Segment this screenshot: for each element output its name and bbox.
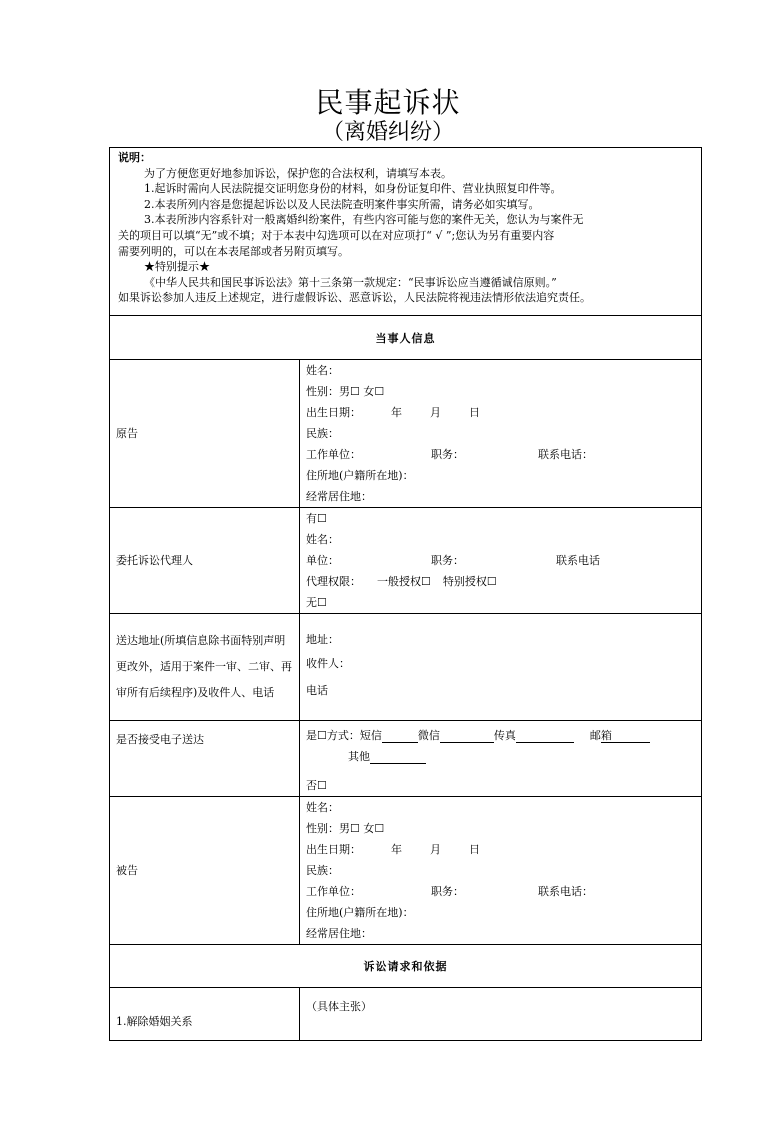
- service-fields[interactable]: [300, 614, 702, 721]
- month-label: 月: [430, 843, 441, 856]
- service-phone-field[interactable]: 电话: [306, 684, 328, 697]
- instructions-label: 说明：: [118, 151, 151, 164]
- electronic-label: 是否接受电子送达: [110, 721, 300, 797]
- instruction-line: 为了方便您更好地参加诉讼，保护您的合法权利，请填写本表。: [144, 166, 452, 180]
- work-unit-label: 工作单位：: [306, 885, 361, 898]
- instructions-cell: [110, 148, 702, 316]
- year-label: 年: [391, 406, 402, 419]
- electronic-row: [110, 721, 702, 797]
- plaintiff-ethnicity-field[interactable]: 民族：: [306, 427, 339, 440]
- claim1-label: 1.解除婚姻关系: [110, 988, 300, 1041]
- electronic-other-line[interactable]: [306, 746, 695, 767]
- claim1-hint[interactable]: （具体主张）: [300, 988, 702, 1041]
- parties-section-row: [110, 316, 702, 360]
- instruction-line: 1.起诉时需向人民法院提交证明您身份的材料，如身份证复印件、营业执照复印件等。: [144, 182, 562, 196]
- defendant-domicile-field[interactable]: 住所地(户籍所在地)：: [306, 906, 414, 919]
- fax-label: 传真: [493, 729, 516, 742]
- electronic-yes-checkbox[interactable]: 是☐方式：短信: [306, 729, 382, 742]
- other-blank[interactable]: [370, 751, 426, 764]
- document-title: 民事起诉状: [315, 86, 461, 119]
- agent-fields[interactable]: [300, 508, 702, 614]
- day-label: 日: [469, 406, 480, 419]
- agent-unit-field[interactable]: [306, 550, 695, 571]
- special-notice-label: ★特别提示★: [144, 260, 210, 274]
- parties-section-header: 当事人信息: [110, 316, 702, 360]
- agent-has-option[interactable]: 有☐: [306, 512, 327, 525]
- claims-section-row: [110, 945, 702, 988]
- work-unit-label: 工作单位：: [306, 448, 361, 461]
- wechat-label: 微信: [417, 729, 440, 742]
- defendant-residence-field[interactable]: 经常居住地：: [306, 927, 372, 940]
- service-address-field[interactable]: 地址：: [306, 633, 339, 646]
- agent-name-field[interactable]: 姓名：: [306, 533, 339, 546]
- authority-label: 代理权限：: [306, 575, 361, 588]
- birth-label: 出生日期：: [306, 406, 361, 419]
- phone-label: 联系电话：: [538, 885, 593, 898]
- agent-authority-field[interactable]: [306, 571, 695, 592]
- unit-label: 单位：: [306, 554, 339, 567]
- position-label: 职务：: [431, 554, 464, 567]
- defendant-fields[interactable]: [300, 797, 702, 945]
- defendant-label: 被告: [110, 797, 300, 945]
- fax-blank[interactable]: [516, 730, 574, 743]
- electronic-yes-line[interactable]: [306, 725, 695, 746]
- email-label-suffix: 箱: [600, 729, 612, 742]
- claim1-row: [110, 988, 702, 1041]
- wechat-blank[interactable]: [440, 730, 494, 743]
- plaintiff-label: 原告: [110, 360, 300, 508]
- special-authority-checkbox[interactable]: 特别授权☐: [442, 575, 497, 588]
- agent-label: 委托诉讼代理人: [110, 508, 300, 614]
- phone-label: 联系电话: [556, 554, 600, 567]
- instruction-line: 3.本表所涉内容系针对一般离婚纠纷案件，有些内容可能与您的案件无关，您认为与案件无: [144, 213, 584, 227]
- service-recipient-field[interactable]: 收件人：: [306, 657, 350, 670]
- document-subtitle: （离婚纠纷）: [321, 120, 454, 145]
- plaintiff-residence-field[interactable]: 经常居住地：: [306, 490, 372, 503]
- defendant-birth-field[interactable]: [306, 839, 695, 860]
- email-label-prefix: 邮: [589, 729, 601, 742]
- defendant-gender-field[interactable]: 性别：男☐ 女☐: [306, 822, 385, 835]
- general-authority-checkbox[interactable]: 一般授权☐: [377, 575, 431, 588]
- plaintiff-fields[interactable]: [300, 360, 702, 508]
- special-notice-line: 如果诉讼参加人违反上述规定，进行虚假诉讼、恶意诉讼，人民法院将视违法情形依法追究责任。: [118, 291, 591, 305]
- phone-label: 联系电话：: [538, 448, 593, 461]
- agent-row: [110, 508, 702, 614]
- plaintiff-row: [110, 360, 702, 508]
- complaint-form-table: [109, 147, 702, 1041]
- instruction-line: 需要列明的，可以在本表尾部或者另附页填写。: [118, 244, 349, 258]
- sms-blank[interactable]: [382, 730, 418, 743]
- defendant-row: [110, 797, 702, 945]
- instruction-line: 2.本表所列内容是您提起诉讼以及人民法院查明案件事实所需，请务必如实填写。: [144, 197, 540, 211]
- claims-section-header: 诉讼请求和依据: [110, 945, 702, 988]
- instruction-line: 关的项目可以填“无”或不填；对于本表中勾选项可以在对应项打“ √ ”;您认为另有重要内容: [118, 228, 555, 242]
- electronic-no-checkbox[interactable]: 否☐: [306, 779, 327, 792]
- email-blank[interactable]: [612, 730, 650, 743]
- defendant-ethnicity-field[interactable]: 民族：: [306, 864, 339, 877]
- plaintiff-work-field[interactable]: [306, 444, 695, 465]
- agent-none-option[interactable]: 无☐: [306, 596, 327, 609]
- service-row: [110, 614, 702, 721]
- service-label: 送达地址(所填信息除书面特别声明更改外，适用于案件一审、二审、再审所有后续程序)及收件人、电话: [110, 614, 300, 721]
- plaintiff-name-field[interactable]: 姓名：: [306, 364, 339, 377]
- year-label: 年: [391, 843, 402, 856]
- other-label: 其他: [348, 750, 370, 763]
- birth-label: 出生日期：: [306, 843, 361, 856]
- instructions-row: [110, 148, 702, 316]
- defendant-name-field[interactable]: 姓名：: [306, 801, 339, 814]
- position-label: 职务：: [431, 885, 464, 898]
- electronic-fields[interactable]: [300, 721, 702, 797]
- special-notice-line: 《中华人民共和国民事诉讼法》第十三条第一款规定：“民事诉讼应当遵循诚信原则。”: [144, 275, 557, 289]
- day-label: 日: [469, 843, 480, 856]
- position-label: 职务：: [431, 448, 464, 461]
- plaintiff-domicile-field[interactable]: 住所地(户籍所在地)：: [306, 469, 414, 482]
- month-label: 月: [430, 406, 441, 419]
- defendant-work-field[interactable]: [306, 881, 695, 902]
- plaintiff-gender-field[interactable]: 性别：男☐ 女☐: [306, 385, 385, 398]
- plaintiff-birth-field[interactable]: [306, 402, 695, 423]
